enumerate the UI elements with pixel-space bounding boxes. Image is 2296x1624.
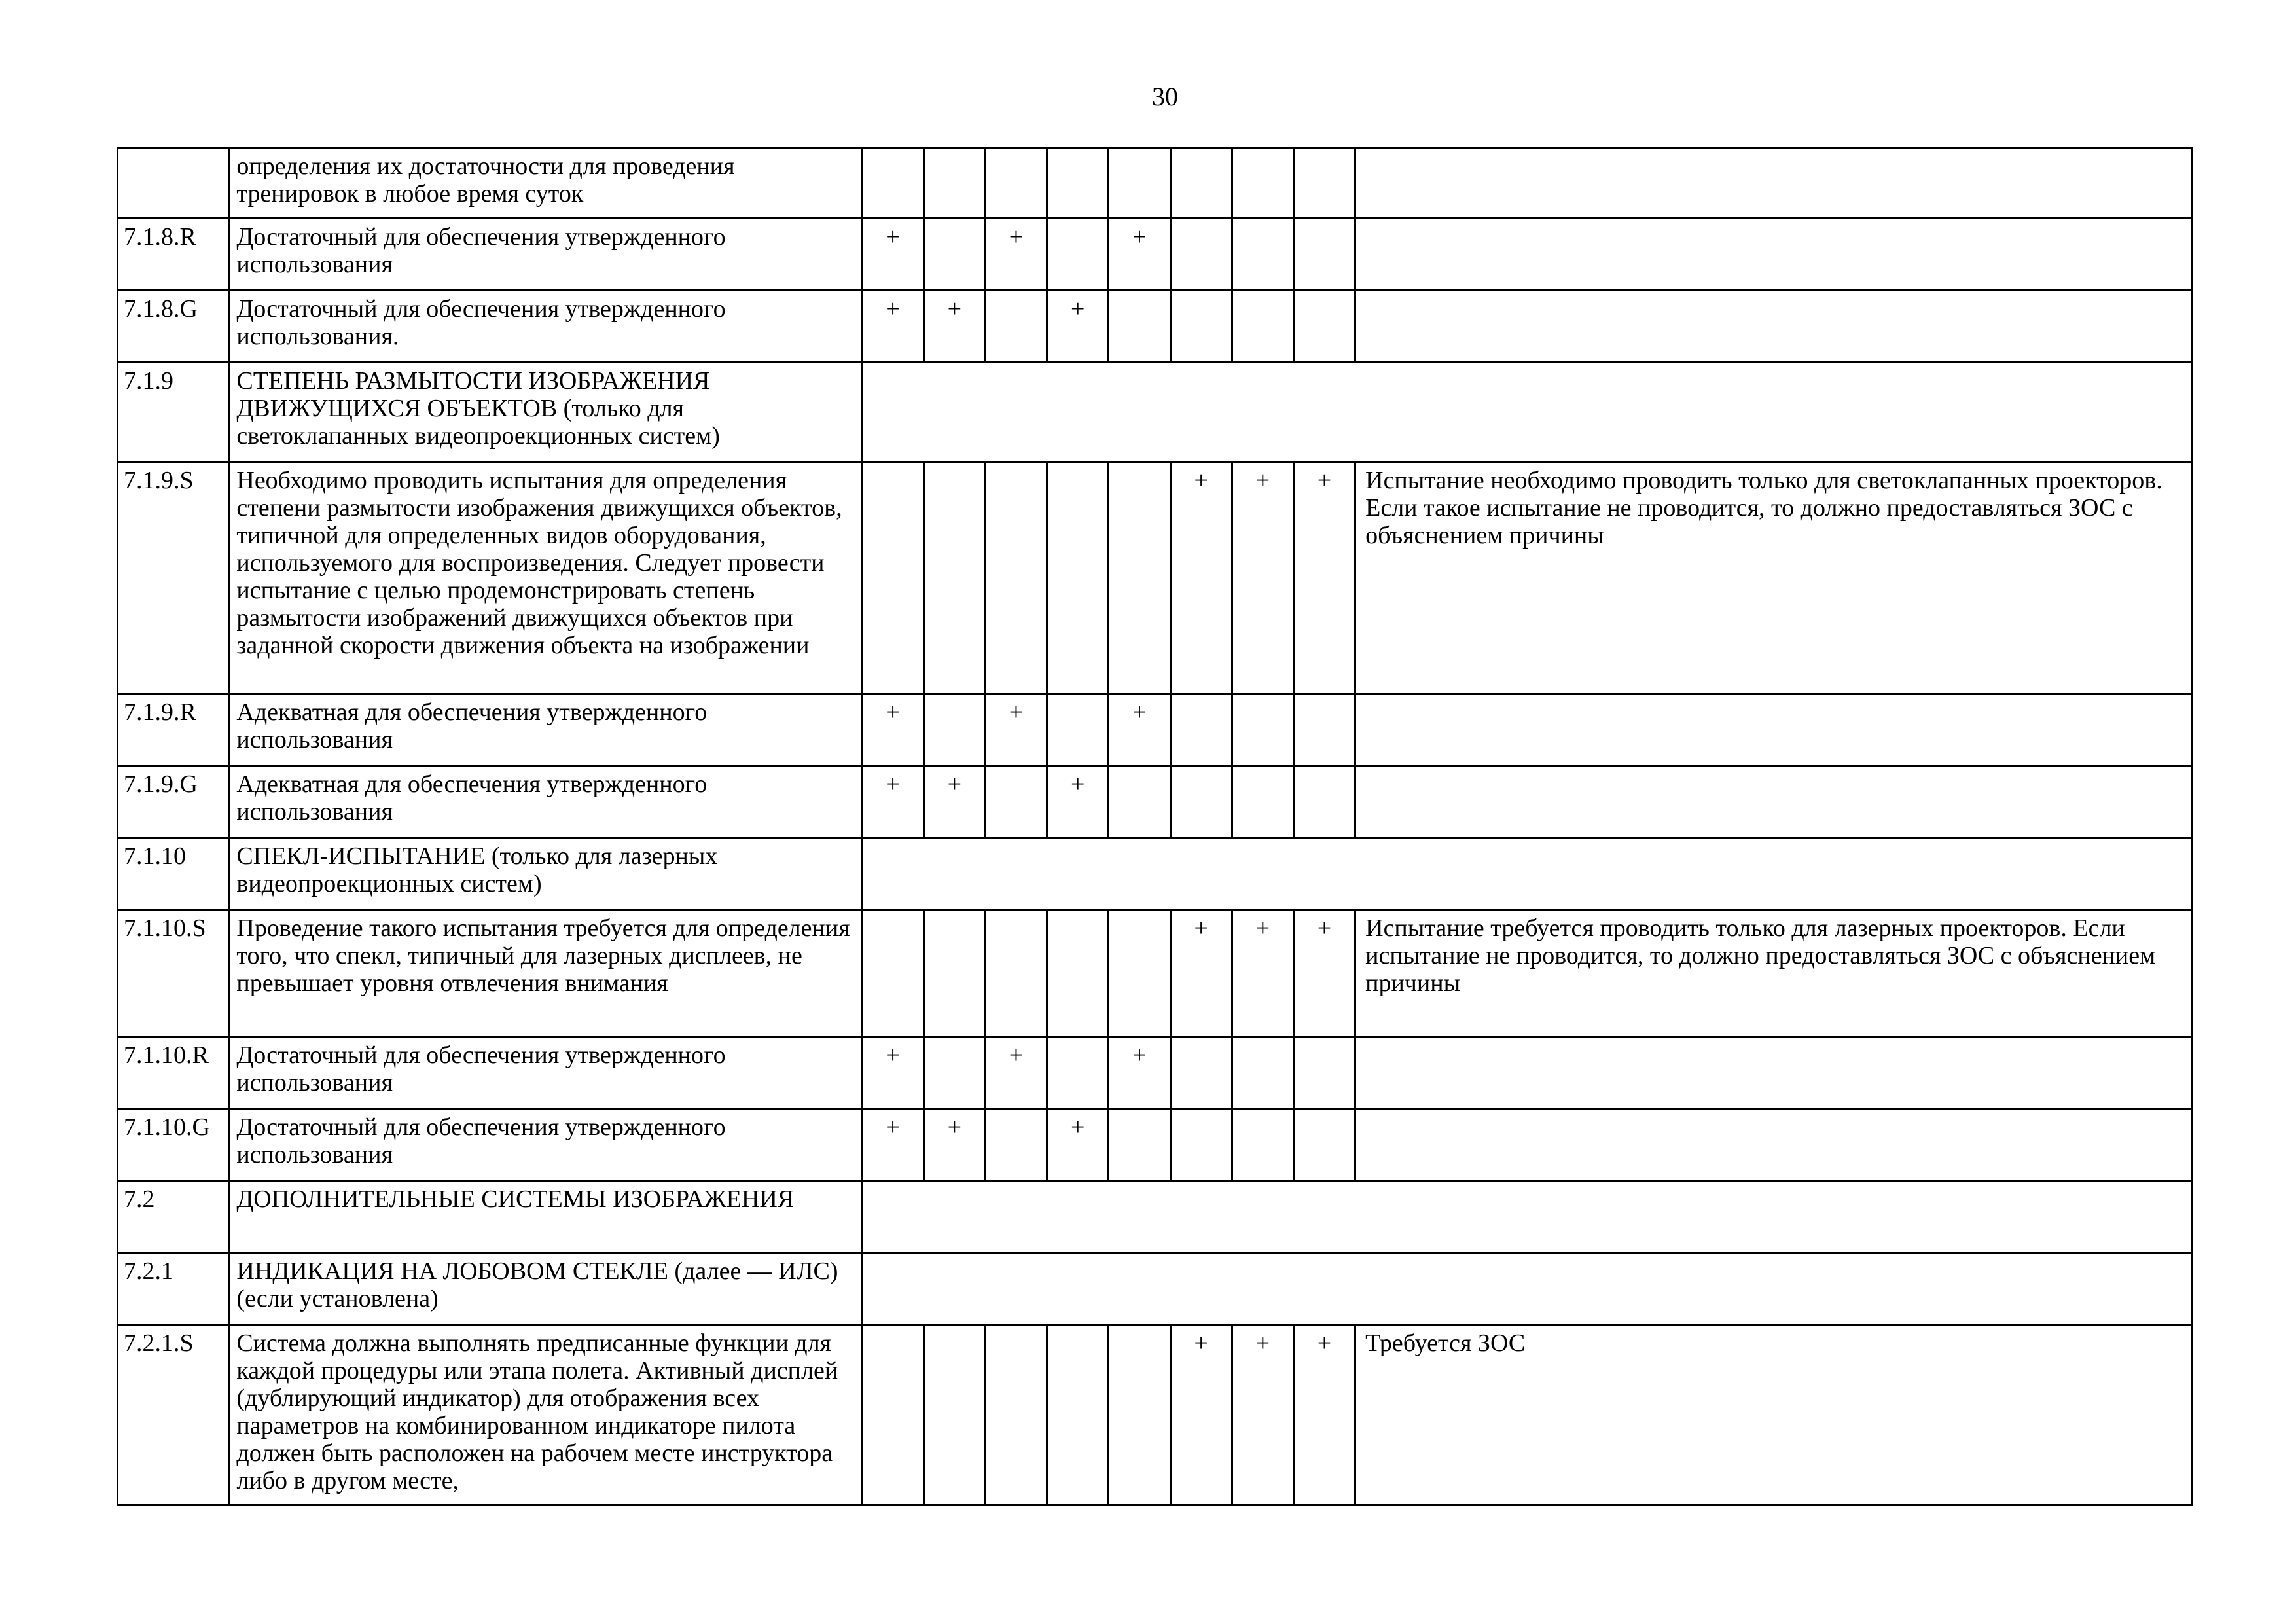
- row-mark: [1293, 1109, 1355, 1181]
- row-mark: [1232, 219, 1293, 291]
- row-mark: [1293, 694, 1355, 766]
- row-note: [1355, 1109, 2192, 1181]
- row-note: [1355, 1037, 2192, 1109]
- section-title: СТЕПЕНЬ РАЗМЫТОСТИ ИЗОБРАЖЕНИЯ ДВИЖУЩИХСЯ ОБЪЕКТОВ (только для светоклапанных видеопроекционных систем): [229, 363, 862, 462]
- section-row: [118, 1181, 2192, 1253]
- section-title: СПЕКЛ-ИСПЫТАНИЕ (только для лазерных видеопроекционных систем): [229, 838, 862, 910]
- row-mark: [1293, 219, 1355, 291]
- section-title: ИНДИКАЦИЯ НА ЛОБОВОМ СТЕКЛЕ (далее — ИЛС) (если установлена): [229, 1253, 862, 1325]
- row-mark: [985, 766, 1047, 838]
- row-mark: +: [1109, 1037, 1170, 1109]
- row-mark: [1047, 1037, 1109, 1109]
- row-mark: [1109, 1325, 1170, 1506]
- page-number: 30: [1152, 82, 1178, 111]
- row-mark: +: [1109, 694, 1170, 766]
- row-mark: [1170, 291, 1232, 363]
- section-empty-cell: [862, 838, 2192, 910]
- row-mark: [1047, 1325, 1109, 1506]
- row-description: Достаточный для обеспечения утвержденного использования: [229, 1109, 862, 1181]
- section-code: 7.1.9: [118, 363, 229, 462]
- row-code: 7.1.10.S: [118, 910, 229, 1037]
- table-row: [118, 462, 2192, 694]
- row-note: Требуется ЗОС: [1355, 1325, 2192, 1506]
- section-empty-cell: [862, 1181, 2192, 1253]
- row-mark: [985, 1109, 1047, 1181]
- row-mark: [1170, 148, 1232, 219]
- row-note: [1355, 766, 2192, 838]
- row-description: Адекватная для обеспечения утвержденного использования: [229, 694, 862, 766]
- row-mark: [862, 1325, 924, 1506]
- row-mark: +: [1109, 219, 1170, 291]
- row-mark: [1232, 694, 1293, 766]
- row-description: Достаточный для обеспечения утвержденного использования: [229, 219, 862, 291]
- row-mark: [1232, 291, 1293, 363]
- row-mark: [1109, 462, 1170, 694]
- section-row: [118, 363, 2192, 462]
- row-mark: +: [1293, 910, 1355, 1037]
- row-code: 7.1.10.R: [118, 1037, 229, 1109]
- section-row: [118, 1253, 2192, 1325]
- row-code: 7.1.9.G: [118, 766, 229, 838]
- row-code: 7.1.10.G: [118, 1109, 229, 1181]
- row-mark: [1293, 291, 1355, 363]
- row-mark: [1047, 910, 1109, 1037]
- row-mark: +: [1170, 910, 1232, 1037]
- row-mark: [1170, 1109, 1232, 1181]
- section-empty-cell: [862, 1253, 2192, 1325]
- row-mark: +: [862, 766, 924, 838]
- row-mark: [1232, 766, 1293, 838]
- row-note: [1355, 694, 2192, 766]
- row-mark: [1232, 1109, 1293, 1181]
- row-mark: +: [1047, 766, 1109, 838]
- row-mark: +: [1047, 291, 1109, 363]
- table-row: [118, 910, 2192, 1037]
- row-mark: [1109, 766, 1170, 838]
- row-mark: +: [924, 766, 985, 838]
- row-mark: [924, 694, 985, 766]
- section-code: 7.2.1: [118, 1253, 229, 1325]
- row-note: [1355, 291, 2192, 363]
- row-mark: +: [985, 1037, 1047, 1109]
- row-mark: [862, 910, 924, 1037]
- row-note: Испытание необходимо проводить только для светоклапанных проекторов. Если такое испытание не проводится, то должно предоставляться ЗОС с объяснением причины: [1355, 462, 2192, 694]
- row-mark: [862, 148, 924, 219]
- row-mark: +: [1293, 462, 1355, 694]
- row-mark: [1109, 148, 1170, 219]
- row-mark: [1109, 291, 1170, 363]
- row-mark: +: [862, 1109, 924, 1181]
- row-mark: +: [985, 219, 1047, 291]
- table-row: [118, 148, 2192, 219]
- table-row: [118, 766, 2192, 838]
- table-row: [118, 1037, 2192, 1109]
- row-mark: [924, 462, 985, 694]
- row-mark: [1047, 219, 1109, 291]
- row-mark: [924, 219, 985, 291]
- row-mark: [1170, 694, 1232, 766]
- section-row: [118, 838, 2192, 910]
- row-mark: +: [862, 694, 924, 766]
- row-mark: [985, 148, 1047, 219]
- row-mark: +: [985, 694, 1047, 766]
- row-mark: +: [1232, 462, 1293, 694]
- row-mark: [924, 910, 985, 1037]
- row-code: 7.1.8.R: [118, 219, 229, 291]
- requirements-table: [117, 147, 2193, 1506]
- row-mark: [1232, 148, 1293, 219]
- table-row: [118, 1325, 2192, 1506]
- row-description: Необходимо проводить испытания для определения степени размытости изображения движущихся объектов, типичной для определенных видов оборудования, используемого для воспроизведения. Следует провести испытание с целью продемонстрировать степень размытости изображений движущихся объектов при заданной скорости движения объекта на изображении: [229, 462, 862, 694]
- row-mark: [924, 1325, 985, 1506]
- row-mark: [862, 462, 924, 694]
- table-row: [118, 694, 2192, 766]
- row-mark: +: [924, 291, 985, 363]
- row-code: 7.2.1.S: [118, 1325, 229, 1506]
- table-row: [118, 219, 2192, 291]
- row-mark: [1293, 766, 1355, 838]
- row-mark: [985, 1325, 1047, 1506]
- row-mark: +: [862, 1037, 924, 1109]
- row-mark: [1232, 1037, 1293, 1109]
- row-code: [118, 148, 229, 219]
- row-code: 7.1.9.S: [118, 462, 229, 694]
- row-description: определения их достаточности для проведения тренировок в любое время суток: [229, 148, 862, 219]
- row-mark: [1170, 1037, 1232, 1109]
- row-mark: [924, 148, 985, 219]
- section-code: 7.1.10: [118, 838, 229, 910]
- row-note: [1355, 219, 2192, 291]
- row-mark: +: [1232, 1325, 1293, 1506]
- row-mark: [1109, 910, 1170, 1037]
- table-row: [118, 291, 2192, 363]
- row-mark: +: [1170, 462, 1232, 694]
- row-mark: [924, 1037, 985, 1109]
- section-code: 7.2: [118, 1181, 229, 1253]
- row-mark: [1109, 1109, 1170, 1181]
- row-code: 7.1.8.G: [118, 291, 229, 363]
- row-note: Испытание требуется проводить только для лазерных проекторов. Если испытание не проводится, то должно предоставляться ЗОС с объяснением причины: [1355, 910, 2192, 1037]
- row-mark: +: [1170, 1325, 1232, 1506]
- row-mark: +: [1047, 1109, 1109, 1181]
- row-mark: +: [924, 1109, 985, 1181]
- row-description: Достаточный для обеспечения утвержденного использования: [229, 1037, 862, 1109]
- row-mark: +: [1232, 910, 1293, 1037]
- row-mark: [1293, 148, 1355, 219]
- row-description: Система должна выполнять предписанные функции для каждой процедуры или этапа полета. Активный дисплей (дублирующий индикатор) для отображения всех параметров на комбинированном индикаторе пилота должен быть расположен на рабочем месте инструктора либо в другом месте,: [229, 1325, 862, 1506]
- row-mark: [1293, 1037, 1355, 1109]
- row-mark: [1170, 219, 1232, 291]
- row-description: Проведение такого испытания требуется для определения того, что спекл, типичный для лазерных дисплеев, не превышает уровня отвлечения внимания: [229, 910, 862, 1037]
- row-mark: [985, 462, 1047, 694]
- row-mark: +: [862, 291, 924, 363]
- row-mark: +: [1293, 1325, 1355, 1506]
- row-mark: [985, 910, 1047, 1037]
- row-description: Адекватная для обеспечения утвержденного использования: [229, 766, 862, 838]
- row-mark: [985, 291, 1047, 363]
- row-mark: +: [862, 219, 924, 291]
- section-empty-cell: [862, 363, 2192, 462]
- row-mark: [1047, 462, 1109, 694]
- section-title: ДОПОЛНИТЕЛЬНЫЕ СИСТЕМЫ ИЗОБРАЖЕНИЯ: [229, 1181, 862, 1253]
- row-mark: [1170, 766, 1232, 838]
- row-description: Достаточный для обеспечения утвержденного использования.: [229, 291, 862, 363]
- row-mark: [1047, 694, 1109, 766]
- row-note: [1355, 148, 2192, 219]
- row-code: 7.1.9.R: [118, 694, 229, 766]
- table-row: [118, 1109, 2192, 1181]
- row-mark: [1047, 148, 1109, 219]
